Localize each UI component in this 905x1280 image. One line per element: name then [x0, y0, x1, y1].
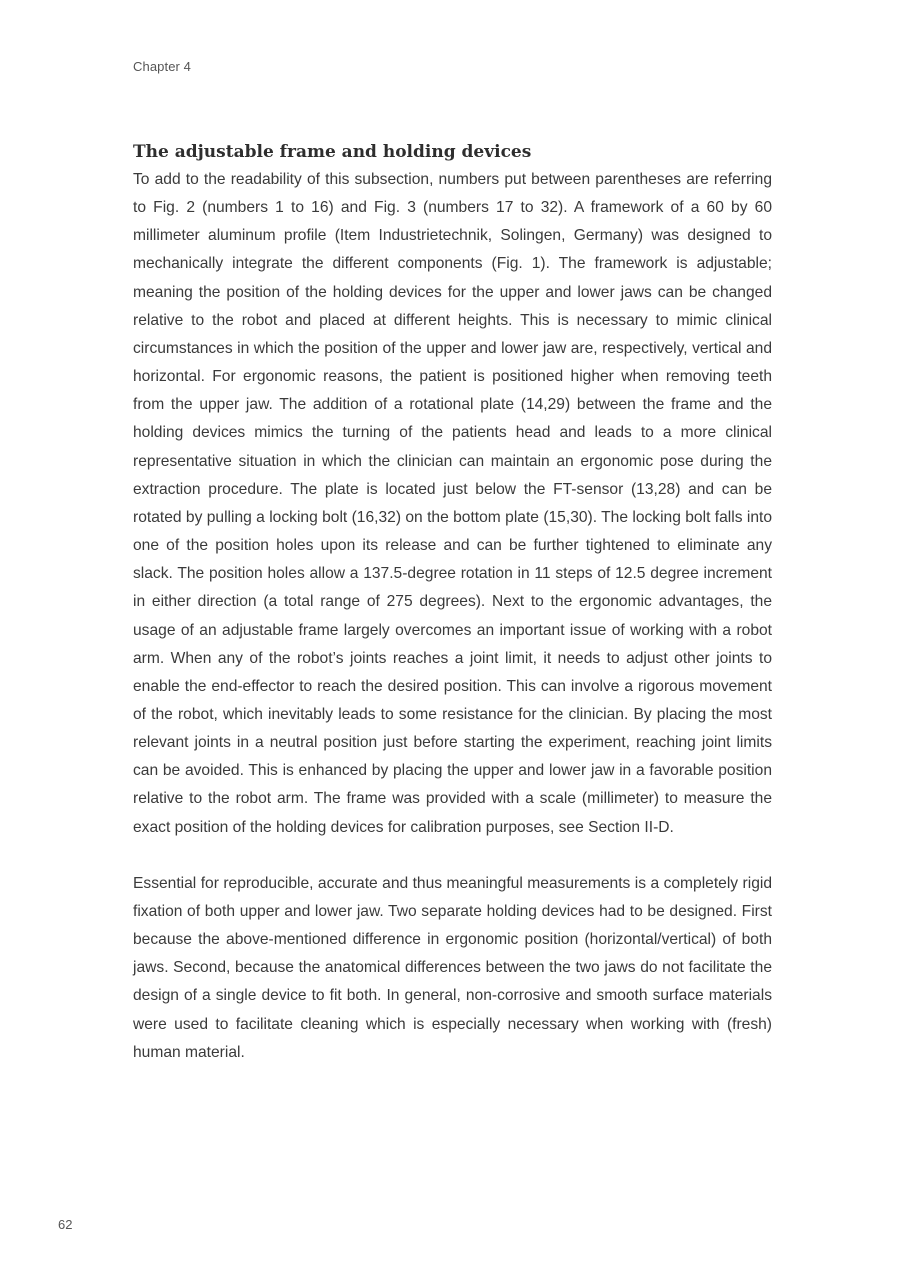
- body-paragraph: To add to the readability of this subsection, numbers put between parentheses are referring to Fig. 2 (numbers 1 to 16) and Fig. 3 (numbers 17 to 32). A framework of a 60 by 60 millimeter aluminum profile (Item Industrietechnik, Solingen, Germany) was designed to mechanically integrate the different components (Fig. 1). The framework is adjustable; meaning the position of the holding devices for the upper and lower jaws can be changed relative to the robot and placed at different heights. This is necessary to mimic clinical circumstances in which the position of the upper and lower jaw are, respectively, vertical and horizontal. For ergonomic reasons, the patient is positioned higher when removing teeth from the upper jaw. The addition of a rotational plate (14,29) between the frame and the holding devices mimics the turning of the patients head and leads to a more clinical representative situation in which the clinician can maintain an ergonomic pose during the extraction procedure. The plate is located just below the FT-sensor (13,28) and can be rotated by pulling a locking bolt (16,32) on the bottom plate (15,30). The locking bolt falls into one of the position holes upon its release and can be further tightened to eliminate any slack. The position holes allow a 137.5-degree rotation in 11 steps of 12.5 degree increment in either direction (a total range of 275 degrees). Next to the ergonomic advantages, the usage of an adjustable frame largely overcomes an important issue of working with a robot arm. When any of the robot’s joints reaches a joint limit, it needs to adjust other joints to enable the end-effector to reach the desired position. This can involve a rigorous movement of the robot, which inevitably leads to some resistance for the clinician. By placing the most relevant joints in a neutral position just before starting the experiment, reaching joint limits can be avoided. This is enhanced by placing the upper and lower jaw in a favorable position relative to the robot arm. The frame was provided with a scale (millimeter) to measure the exact position of the holding devices for calibration purposes, see Section II-D.: [133, 171, 772, 836]
- section-heading: The adjustable frame and holding devices: [133, 142, 532, 162]
- body-paragraph: Essential for reproducible, accurate and thus meaningful measurements is a completely rigid fixation of both upper and lower jaw. Two separate holding devices had to be designed. First because the above-mentioned difference in ergonomic position (horizontal/vertical) of both jaws. Second, because the anatomical differences between the two jaws do not facilitate the design of a single device to fit both. In general, non-corrosive and smooth surface materials were used to facilitate cleaning which is especially necessary when working with (fresh) human material.: [133, 874, 772, 1061]
- page-number: 62: [58, 1217, 73, 1232]
- running-header-chapter: Chapter 4: [133, 59, 191, 74]
- main-content: [133, 140, 772, 1067]
